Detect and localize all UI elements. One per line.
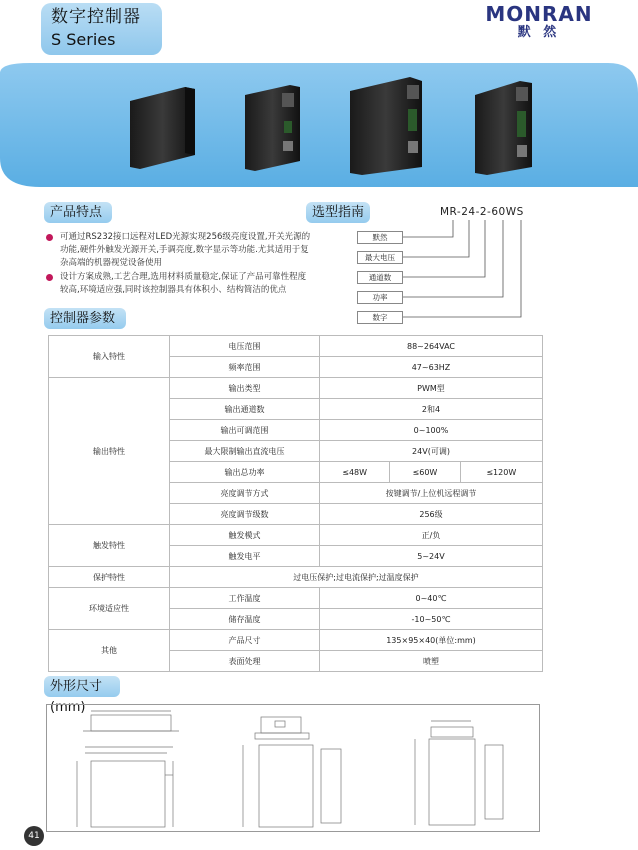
param-name: 亮度调节方式 xyxy=(170,483,320,504)
group-input: 输入特性 xyxy=(49,336,170,378)
selection-label: 默然 xyxy=(357,231,403,244)
dimension-drawings xyxy=(46,704,540,832)
param-value: PWM型 xyxy=(320,378,543,399)
param-value: 0~40℃ xyxy=(320,588,543,609)
param-name: 输出通道数 xyxy=(170,399,320,420)
selection-label: 最大电压 xyxy=(357,251,403,264)
drawing-end-view xyxy=(415,721,503,825)
features-list xyxy=(46,231,311,298)
drawing-front-view xyxy=(77,747,173,827)
drawing-side-view xyxy=(83,711,179,731)
param-name: 电压范围 xyxy=(170,336,320,357)
brand-logo xyxy=(484,3,594,43)
param-value: -10~50℃ xyxy=(320,609,543,630)
param-name: 输出类型 xyxy=(170,378,320,399)
features-heading: 产品特点 xyxy=(44,202,112,223)
logo-wordmark: MONRAN xyxy=(485,2,593,26)
param-name: 储存温度 xyxy=(170,609,320,630)
group-protect: 保护特性 xyxy=(49,567,170,588)
product-banner xyxy=(0,63,638,187)
param-name: 亮度调节级数 xyxy=(170,504,320,525)
params-heading: 控制器参数 xyxy=(44,308,126,329)
param-value: 256级 xyxy=(320,504,543,525)
param-name: 最大限制输出直流电压 xyxy=(170,441,320,462)
title-cn: 数字控制器 xyxy=(51,7,141,27)
param-value: 135×95×40(单位:mm) xyxy=(320,630,543,651)
page-number: 41 xyxy=(24,826,44,846)
spec-table xyxy=(48,335,543,672)
bullet-icon xyxy=(46,274,53,281)
controller-image-4 xyxy=(475,81,532,175)
param-value: 0~100% xyxy=(320,420,543,441)
param-value: ≤48W xyxy=(320,462,390,483)
param-name: 输出总功率 xyxy=(170,462,320,483)
drawing-panel-view xyxy=(243,717,341,827)
controller-image-1 xyxy=(130,87,195,169)
selection-label: 数字 xyxy=(357,311,403,324)
selection-label: 功率 xyxy=(357,291,403,304)
param-name: 频率范围 xyxy=(170,357,320,378)
param-value: 按键调节/上位机远程调节 xyxy=(320,483,543,504)
model-number: MR-24-2-60WS xyxy=(440,206,524,218)
param-value: 2和4 xyxy=(320,399,543,420)
param-name: 输出可调范围 xyxy=(170,420,320,441)
group-output: 输出特性 xyxy=(49,378,170,525)
controller-image-3 xyxy=(350,77,422,175)
param-name: 产品尺寸 xyxy=(170,630,320,651)
selection-heading: 选型指南 xyxy=(306,202,370,223)
param-value: 88~264VAC xyxy=(320,336,543,357)
param-name: 表面处理 xyxy=(170,651,320,672)
param-value: 喷塑 xyxy=(320,651,543,672)
bullet-icon xyxy=(46,234,53,241)
param-value: ≤60W xyxy=(390,462,460,483)
param-name: 工作温度 xyxy=(170,588,320,609)
series-title-box xyxy=(41,3,162,55)
param-value: 47~63HZ xyxy=(320,357,543,378)
group-other: 其他 xyxy=(49,630,170,672)
feature-item: 设计方案成熟,工艺合理,选用材料质量稳定,保证了产品可靠性程度较高,环境适应强,同时该控制器具有体积小、结构简洁的优点 xyxy=(46,271,311,297)
param-value: ≤120W xyxy=(460,462,542,483)
param-value: 5~24V xyxy=(320,546,543,567)
group-trigger: 触发特性 xyxy=(49,525,170,567)
param-value: 24V(可调) xyxy=(320,441,543,462)
param-name: 触发模式 xyxy=(170,525,320,546)
feature-item: 可通过RS232接口远程对LED光源实现256级亮度设置,开关光源的功能,硬件外触发光源开关,手调亮度,数字显示等功能.尤其适用于复杂高端的机器视觉设备使用 xyxy=(46,231,311,270)
param-value: 正/负 xyxy=(320,525,543,546)
selection-connector-lines xyxy=(403,216,543,326)
dimensions-heading: 外形尺寸(mm) xyxy=(44,676,120,697)
title-en: S Series xyxy=(51,30,116,49)
param-value: 过电压保护;过电流保护;过温度保护 xyxy=(170,567,543,588)
controller-image-2 xyxy=(245,85,300,171)
logo-chinese: 默 然 xyxy=(517,25,561,40)
selection-label: 通道数 xyxy=(357,271,403,284)
group-env: 环境适应性 xyxy=(49,588,170,630)
param-name: 触发电平 xyxy=(170,546,320,567)
